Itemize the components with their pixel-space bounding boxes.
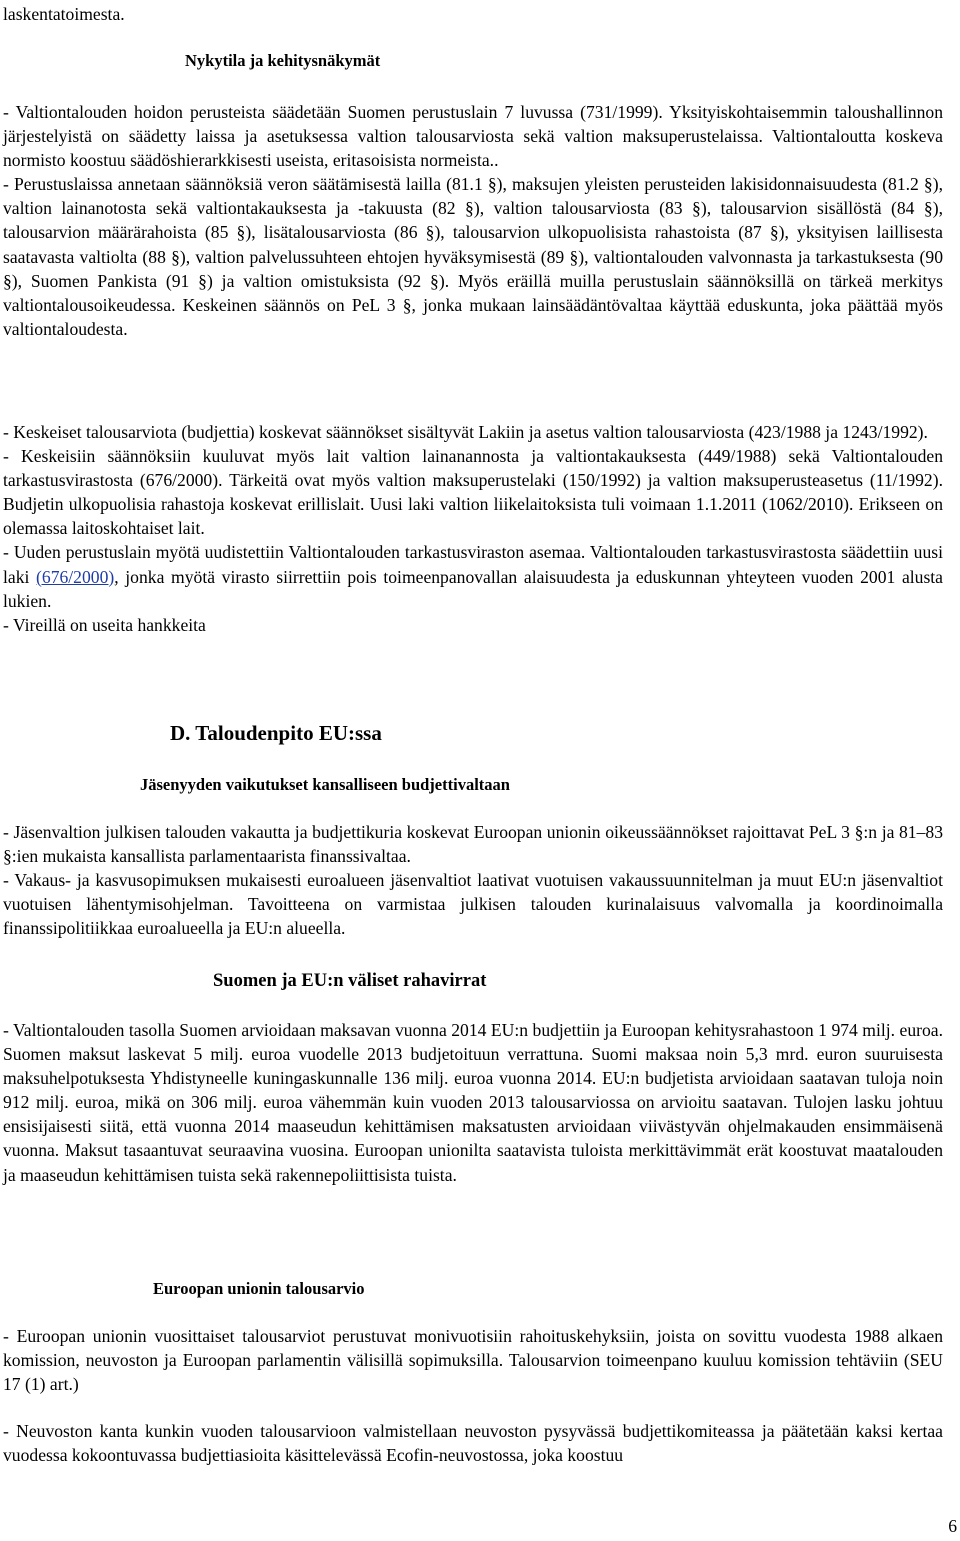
heading-eu-talousarvio: Euroopan unionin talousarvio — [153, 1279, 365, 1298]
paragraph-talousarvio-laki: - Keskeiset talousarviota (budjettia) koskevat säännökset sisältyvät Lakiin ja asetus valtion talousarviosta (423/1988 ja 1243/1992). — [3, 422, 928, 442]
paragraph-perustuslaki-intro: - Valtiontalouden hoidon perusteista säädetään Suomen perustuslain 7 luvussa (731/1999). Yksityiskohtaisemmin taloushallinnon järjestelyistä on säädetty laissa ja asetuksessa valtion talousarviosta sekä valtion maksuperustelaissa. Valtiontaloutta koskeva normisto koostuu säädöshierarkkisesti useista, eritasoisista normeista.. — [3, 102, 943, 171]
heading-rahavirrat: Suomen ja EU:n väliset rahavirrat — [213, 971, 487, 991]
para5-after: , jonka myötä virasto siirrettiin pois toimeenpanovallan alaisuudesta ja eduskunnan yhteyteen vuoden 2001 alusta lukien. — [3, 566, 943, 611]
heading-nykytila: Nykytila ja kehitysnäkymät — [185, 51, 381, 70]
paragraph-rahavirrat: - Valtiontalouden tasolla Suomen arvioidaan maksavan vuonna 2014 EU:n budjettiin ja Euroopan kehitysrahastoon 1 974 milj. euroa. Suomen maksut laskevat 5 milj. euroa vuodelle 2013 budjetoituun verrattuna. Suomi maksaa noin 5,3 mrd. euron suuruisesta maksuhelpotuksesta Yhdistyneelle kuningaskunnalle 136 milj. euroa vuonna 2014. EU:n budjetista arvioidaan saatavan tuloja noin 912 milj. euroa, mikä on 306 milj. euroa vähemmän kuin vuoden 2013 talousarviossa on arvioitu saatavan. Tulojen lasku johtuu ensisijaisesti siitä, että vuonna 2014 maaseudun kehittämisen maksatusten arvioidaan viivästyvän ohjelmakauden ensimmäisenä vuonna. Maksut tasaantuvat seuraavina vuosina. Euroopan unionilta saatavista tuloista merkittävimmät erät koostuvat maatalouden ja maaseudun kehittämisen tuista sekä rakennepoliittisista tuista. — [3, 1020, 943, 1185]
section-nykytila-body — [3, 100, 943, 341]
para5-before: - Uuden perustuslain myötä uudistettiin Valtiontalouden tarkastusviraston asemaa. Valtiontalouden tarkastusvirastosta säädettiin uusi laki — [3, 542, 943, 587]
section-jasenyys-body — [3, 820, 943, 940]
paragraph-vireilla: - Vireillä on useita hankkeita — [3, 614, 206, 635]
section-laws — [3, 420, 943, 637]
paragraph-vakaus: - Vakaus- ja kasvusopimuksen mukaisesti euroalueen jäsenvaltiot laativat vuotuisen vakaussuunnitelman ja muut EU:n jäsenvaltiot vuotuisen lähentymisohjelman. Tavoitteena on varmistaa julkisen talouden kurinalaisuus valvomalla ja koordinoimalla finanssipolitiikkaa euroalueella ja EU:n alueella. — [3, 870, 943, 939]
heading-jasenyyden-vaikutukset: Jäsenyyden vaikutukset kansalliseen budjettivaltaan — [140, 775, 510, 794]
paragraph-perustuslaki-saannokset: - Perustuslaissa annetaan säännöksiä veron säätämisestä lailla (81.1 §), maksujen yleisten perusteiden lakisidonnaisuudesta (81.2 §), valtion lainanotosta sekä valtiontakauksesta ja -takuusta (82 §), valtion talousarviosta (83 §), talousarvion sisällöstä (84 §), talousarvion määrärahoista (85 §), lisätalousarviosta (86 §), talousarvion ulkopuolisista rahastoista (87 §), yksityisen laillisesta saatavasta valtiolta (88 §), valtion palvelussuhteen ehtojen hyväksymisestä (89 §), valtiontalouden valvonnasta ja tarkastuksesta (90 §), Suomen Pankista (91 §) ja valtion omistuksista (92 §). Myös eräillä muilla perustuslain säännöksillä on tärkeä merkitys valtiontalousoikeudessa. Keskeinen säännös on PeL 3 §, jonka mukaan lainsäädäntövaltaa käyttää eduskunta, joka päättää myös valtiontaloudesta. — [3, 174, 943, 339]
section-neuvosto-body — [3, 1419, 943, 1467]
paragraph-neuvosto: - Neuvoston kanta kunkin vuoden talousarvioon valmistellaan neuvoston pysyvässä budjettikomiteassa ja päätetään kaksi kertaa vuodessa kokoontuvassa budjettiasioita käsittelevässä Ecofin-neuvostossa, joka koostuu — [3, 1421, 943, 1466]
section-rahavirrat-body — [3, 1018, 943, 1187]
paragraph-rahoituskehykset: - Euroopan unionin vuosittaiset talousarviot perustuvat monivuotisiin rahoituskehyksiin, joista on sovittu vuodesta 1988 alkaen komission, neuvoston ja Euroopan parlamentin välisillä sopimuksilla. Talousarvion toimeenpano kuuluu komission tehtäviin (SEU 17 (1) art.) — [3, 1326, 943, 1395]
paragraph-jasenvaltio: - Jäsenvaltion julkisen talouden vakautta ja budjettikuria koskevat Euroopan unionin oikeussäännökset rajoittavat PeL 3 §:n ja 81–83 §:ien mukaista kansallista parlamentaarista finanssivaltaa. — [3, 822, 943, 867]
paragraph-tarkastusvirasto — [3, 540, 943, 612]
heading-taloudenpito-eu: D. Taloudenpito EU:ssa — [170, 721, 382, 745]
law-link-676-2000[interactable]: (676/2000) — [36, 566, 115, 587]
page-number: 6 — [948, 1516, 957, 1536]
section-eu-talousarvio-body — [3, 1324, 943, 1396]
paragraph-keskeiset-saannokset: - Keskeisiin säännöksiin kuuluvat myös lait valtion lainanannosta ja valtiontakauksesta (449/1988) sekä Valtiontalouden tarkastusvirastosta (676/2000). Tärkeitä ovat myös valtion maksuperustelaki (150/1992) ja valtion maksuperusteasetus (11/1992). Budjetin ulkopuolisia rahastoja koskevat erillislait. Uusi laki valtion liikelaitoksista tuli voimaan 1.1.2011 (1062/2010). Erikseen on olemassa laitoskohtaiset lait. — [3, 446, 943, 539]
top-fragment: laskentatoimesta. — [3, 4, 125, 24]
